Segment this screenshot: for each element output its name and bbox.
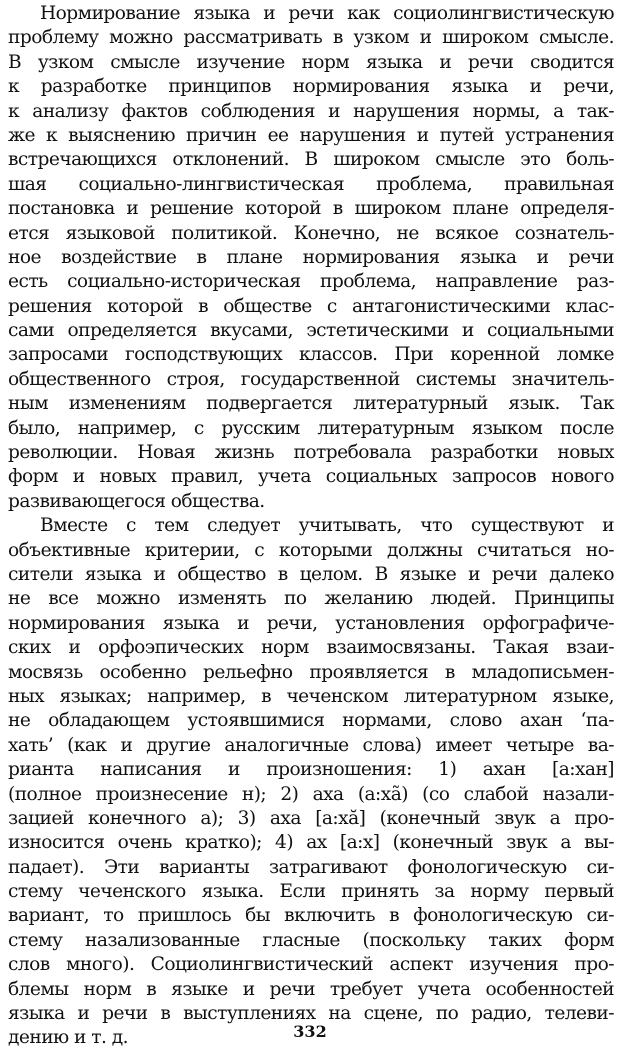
text-line: стему назализованные гласные (поскольку таких форм <box>8 929 614 951</box>
text-line: языка и речи в выступлениях на сцене, по радио, телеви- <box>8 1003 614 1025</box>
body-text <box>0 2 620 1051</box>
text-line: ным изменениям подвергается литературный язык. Так <box>8 393 614 415</box>
paragraph <box>0 514 620 1051</box>
text-line: сители языка и общество в целом. В языке и речи далеко <box>8 563 614 585</box>
text-line: к анализу фактов соблюдения и нарушения нормы, а так- <box>8 100 614 122</box>
text-line: ется языковой политикой. Конечно, не всякое сознатель- <box>8 222 614 244</box>
text-line: общественного строя, государственной системы значитель- <box>8 368 614 390</box>
text-line: Вместе с тем следует учитывать, что существуют и <box>40 515 614 537</box>
text-line: мосвязь особенно рельефно проявляется в младописьмен- <box>8 661 614 683</box>
text-line: постановка и решение которой в широком плане определя- <box>8 198 614 220</box>
text-line: ских и орфоэпических норм взаимосвязаны. Такая взаи- <box>8 637 614 659</box>
text-line: встречающихся отклонений. В широком смысле это боль- <box>8 149 614 171</box>
text-line: развивающегося общества. <box>8 490 265 512</box>
text-line: сами определяется вкусами, эстетическими и социальными <box>8 320 614 342</box>
text-line: Нормирование языка и речи как социолингвистическую <box>40 3 614 24</box>
text-line: блемы норм в языке и речи требует учета особенностей <box>8 978 614 1000</box>
paragraph <box>0 2 620 514</box>
text-line: запросами господствующих классов. При коренной ломке <box>8 344 614 366</box>
text-line: не обладающем устоявшимися нормами, слово ахан ‘па- <box>8 710 614 732</box>
text-line: решения которой в обществе с антагонистическими клас- <box>8 295 614 317</box>
text-line: революции. Новая жизнь потребовала разработки новых <box>8 442 614 464</box>
text-line: падает). Эти варианты затрагивают фонологическую си- <box>8 856 614 878</box>
text-line: нормирования языка и речи, установления орфографиче- <box>8 612 614 634</box>
text-line: зацией конечного а); 3) аха [а:хă] (конечный звук а про- <box>8 807 614 829</box>
text-line: было, например, с русским литературным языком после <box>8 417 614 439</box>
page-number: 332 <box>293 1022 327 1041</box>
text-line: объективные критерии, с которыми должны считаться но- <box>8 539 614 561</box>
text-line: не все можно изменять по желанию людей. Принципы <box>8 588 614 610</box>
text-line: рианта написания и произношения: 1) ахан [а:хан] <box>8 759 614 781</box>
text-line: проблему можно рассматривать в узком и широком смысле. <box>8 27 614 49</box>
text-line: (полное произнесение н); 2) аха (а:хã) (со слабой назали- <box>8 783 614 805</box>
text-line: ных языках; например, в чеченском литературном языке, <box>8 685 614 707</box>
text-line: слов много). Социолингвистический аспект изучения про- <box>8 954 614 976</box>
text-line: износится очень кратко); 4) ах [а:х] (конечный звук а вы- <box>8 832 614 854</box>
text-line: дению и т. д. <box>8 1027 128 1049</box>
text-line: вариант, то пришлось бы включить в фонологическую си- <box>8 905 614 927</box>
text-line: есть социально-историческая проблема, направление раз- <box>8 271 614 293</box>
text-line: форм и новых правил, учета социальных запросов нового <box>8 466 614 488</box>
text-line: стему чеченского языка. Если принять за норму первый <box>8 881 614 903</box>
text-line: к разработке принципов нормирования языка и речи, <box>8 76 614 98</box>
text-line: же к выяснению причин ее нарушения и путей устранения <box>8 124 614 146</box>
text-line: хать’ (как и другие аналогичные слова) имеет четыре ва- <box>8 734 614 756</box>
text-line: ное воздействие в плане нормирования языка и речи <box>8 246 614 268</box>
text-line: шая социально-лингвистическая проблема, правильная <box>8 173 614 195</box>
text-line: В узком смысле изучение норм языка и речи сводится <box>8 51 614 73</box>
